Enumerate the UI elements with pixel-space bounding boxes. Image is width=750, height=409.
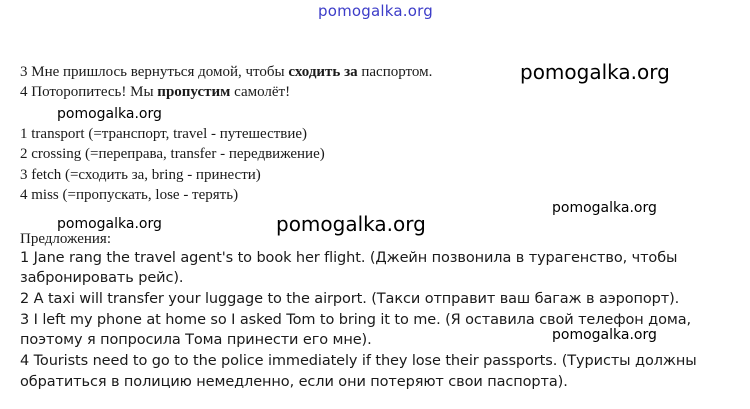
word-item-2: 2 crossing (=переправа, transfer - передвижение) <box>20 146 325 162</box>
word-item-1: 1 transport (=транспорт, travel - путешествие) <box>20 126 308 142</box>
example-4-line-2: обратиться в полицию немедленно, если они потеряют свои паспорта). <box>20 374 568 390</box>
sentence-3-bold: сходить за <box>288 64 358 80</box>
sentence-4-before: 4 Поторопитесь! Мы <box>20 84 158 100</box>
watermark-center: pomogalka.org <box>276 212 426 236</box>
word-item-4: 4 miss (=пропускать, lose - терять) <box>20 187 239 203</box>
watermark-under-line4: pomogalka.org <box>57 106 162 122</box>
watermark-right: pomogalka.org <box>552 200 657 216</box>
sentence-3 <box>20 63 432 81</box>
watermark-left: pomogalka.org <box>57 216 162 232</box>
sentence-3-before: 3 Мне пришлось вернуться домой, чтобы <box>20 64 289 80</box>
example-1-line-1: 1 Jane rang the travel agent's to book her flight. (Джейн позвонила в турагенство, чтобы <box>20 250 678 266</box>
examples-heading: Предложения: <box>20 231 111 247</box>
sentence-3-after: паспортом. <box>357 64 433 80</box>
watermark-right-of-line3: pomogalka.org <box>520 60 670 84</box>
example-3-line-1: 3 I left my phone at home so I asked Tom to bring it to me. (Я оставила свой телефон дома, <box>20 312 692 328</box>
sentence-4 <box>20 83 290 101</box>
example-4-line-1: 4 Tourists need to go to the police immediately if they lose their passports. (Туристы должны <box>20 353 697 369</box>
word-item-3: 3 fetch (=сходить за, bring - принести) <box>20 167 261 183</box>
example-2: 2 A taxi will transfer your luggage to the airport. (Такси отправит ваш багаж в аэропорт). <box>20 291 680 307</box>
example-3-line-2: поэтому я попросила Тома принести его мне). <box>20 332 372 348</box>
watermark-bottom-right: pomogalka.org <box>552 327 657 343</box>
watermark-top: pomogalka.org <box>318 2 433 20</box>
sentence-4-after: самолёт! <box>230 84 291 100</box>
example-1-line-2: забронировать рейс). <box>20 270 184 286</box>
sentence-4-bold: пропустим <box>157 84 231 100</box>
